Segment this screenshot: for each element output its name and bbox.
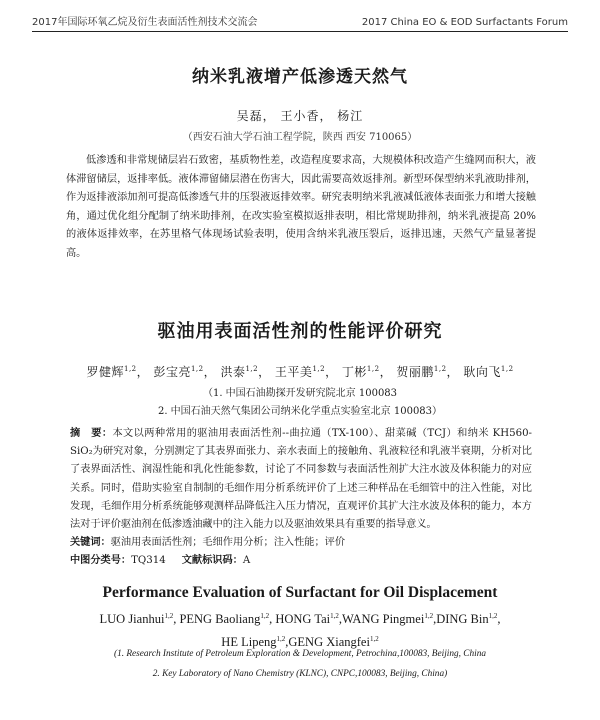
author-name: 洪泰: [220, 365, 246, 379]
paper2-english-affiliation-1: (1. Research Institute of Petroleum Exploration & Development, Petrochina,100083, Beijing, China: [113, 649, 487, 659]
en-author-sep: ,: [269, 612, 276, 627]
paper1-title: 纳米乳液增产低渗透天然气: [192, 67, 408, 87]
en-author-sep: ,: [497, 612, 501, 627]
en-author-name: WANG Pingmei: [342, 612, 425, 627]
en-author-sup: 1,2: [276, 635, 286, 644]
author-name: 王平美: [274, 365, 313, 379]
author-name: 耿向飞: [463, 365, 501, 379]
paper1-affiliation: （西安石油大学石油工程学院，陕西 西安 710065）: [182, 132, 418, 143]
doc-code-label: 文献标识码：: [181, 555, 243, 566]
author-sup: 1,2: [190, 365, 204, 373]
header-right-text: 2017 China EO & EOD Surfactants Forum: [361, 17, 568, 28]
en-author-sup: 1,2: [488, 612, 498, 620]
paper2-english-affiliation-2: 2. Key Laboratory of Nano Chemistry (KLNC), CNPC,100083, Beijing, China): [152, 669, 448, 679]
paper2-keywords: [70, 533, 532, 548]
keywords-label: 关键词：: [70, 537, 111, 548]
paper2-english-authors: [80, 606, 520, 652]
author-sup: 1,2: [433, 365, 447, 373]
header-left-text: 2017年国际环氧乙烷及衍生表面活性剂技术交流会: [32, 17, 258, 28]
en-author-sup: 1,2: [369, 635, 379, 644]
author-name: 丁彬: [341, 365, 367, 379]
paper2-title: 驱油用表面活性剂的性能评价研究: [157, 321, 443, 342]
paper1-abstract: 低渗透和非常规储层岩石致密，基质物性差，改造程度要求高，大规模体积改造产生缝网而积大，液体滞留储层，返排率低。液体滞留储层潜在伤害大，因此需要高效返排剂。新型环保型纳米乳液助排剂，作为返排液添加剂可提高低渗透气井的压裂液返排效率。研究表明纳米乳液减低液体表面张力和增大接触角，通过优化组分配制了纳米助排剂，在改实验室模拟返排表明，相比常规助排剂，纳米乳液提高 20%的液体返排效率，在苏里格气体现场试验表明，使用含纳米乳液压裂后，返排迅速，天然气产量显著提高。: [66, 155, 536, 259]
en-author-sup: 1,2: [424, 612, 434, 620]
author-sup: 1,2: [500, 365, 514, 373]
en-author-sup: 1,2: [164, 612, 174, 620]
en-author-sup: 1,2: [330, 612, 339, 620]
paper2-affiliation-2: 2. 中国石油天然气集团公司纳米化学重点实验室北京 100083）: [157, 406, 443, 417]
author-sup: 1,2: [123, 365, 137, 373]
abstract-label: 摘 要：: [70, 428, 113, 439]
author-sup: 1,2: [312, 365, 326, 373]
classification-value: TQ314: [131, 555, 166, 566]
en-author-sep: ,: [338, 612, 343, 627]
en-author-name: DING Bin: [436, 612, 489, 627]
en-author-name: HONG Tai: [275, 612, 331, 627]
en-author-sep: ,: [173, 612, 180, 627]
paper2-affiliation-1: （1. 中国石油勘探开发研究院北京 100083: [202, 388, 398, 399]
en-author-sup: 1,2: [260, 612, 270, 620]
page-header: [32, 10, 568, 32]
paper1-authors: 吴磊， 王小香， 杨江: [236, 109, 364, 123]
author-name: 彭宝亮: [153, 365, 191, 379]
paper2-abstract: [70, 425, 532, 534]
author-name: 贺丽鹏: [396, 365, 434, 379]
classification-label: 中图分类号：: [70, 555, 132, 566]
en-author-name: LUO Jianhui: [99, 612, 165, 627]
en-author-name: GENG Xiangfei: [288, 635, 370, 650]
author-sup: 1,2: [366, 365, 380, 373]
abstract-text: 本文以两种常用的驱油用表面活性剂--曲拉通（TX-100）、甜菜碱（TCJ）和纳米 KH560-SiO₂为研究对象，分别测定了其表界面张力、亲水表面上的接触角、乳液粒径和乳液半衰期，分析对比了表界面活性、润湿性能和乳化性能参数，讨论了不同参数与表面活性剂扩大注水波及体积能力的对应关系。同时，借助实验室自制制的毛细作用分析系统评价了上述三种样品在毛细管中的注入性能，对比发现，毛细作用分析系统能够观测样品降低注入压力情况，直观评价其扩大注水波及体积的能力，本方法对于评价驱油剂在低渗透油藏中的注入能力以及驱油效果具有重要的指导意义。: [70, 428, 532, 531]
en-author-name: PENG Baoliang: [179, 612, 261, 627]
doc-code-value: A: [242, 555, 251, 566]
author-sup: 1,2: [245, 365, 259, 373]
keywords-text: 驱油用表面活性剂；毛细作用分析；注入性能；评价: [110, 537, 346, 548]
en-author-sep: ,: [433, 612, 437, 627]
author-name: 罗健辉: [86, 365, 124, 379]
paper2-english-title: Performance Evaluation of Surfactant for Oil Displacement: [102, 584, 498, 601]
en-author-name: HE Lipeng: [221, 635, 277, 650]
paper2-authors: 罗健辉$^{1,2}$， 彭宝亮$^{1,2}$， 洪泰$^{1,2}$， 王平美$^{1,2}$， 丁彬$^{1,2}$， 贺丽鹏$^{1,2}$， 耿向飞$^{1,2}$: [86, 365, 514, 379]
paper2-classification: [70, 551, 250, 566]
en-author-sep: ,: [285, 635, 289, 650]
